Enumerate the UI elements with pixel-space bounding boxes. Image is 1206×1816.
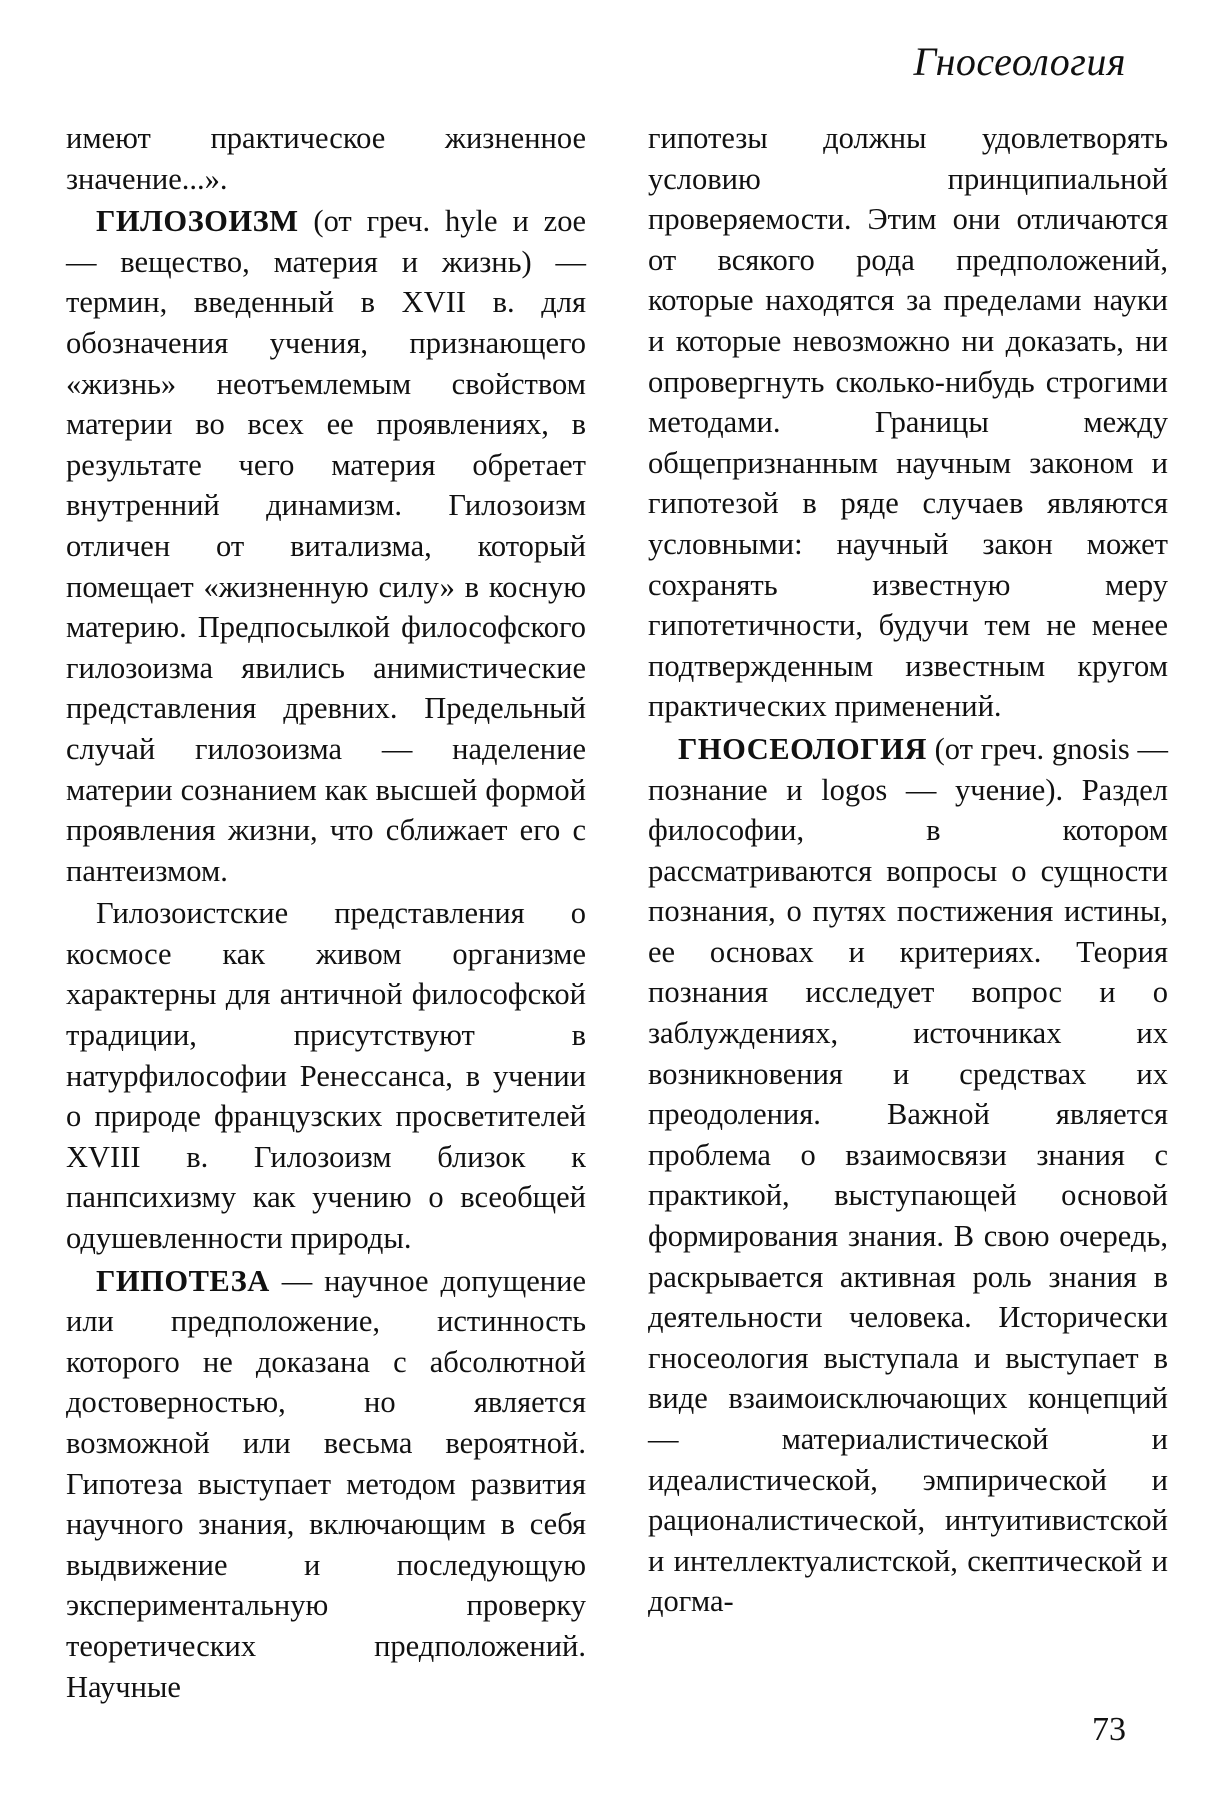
page-number: 73 bbox=[1092, 1711, 1126, 1748]
paragraph-text: гипотезы должны удовлетворять условию принципиальной проверяемости. Этим они отличаются от всякого рода предположений, которые находятся за пределами науки и которые невозможно ни доказать, ни опровергнуть сколько-нибудь строгими методами. Границы между общепризнанным научным законом и гипотезой в ряде случаев являются условными: научный закон может сохранять известную меру гипотетичности, будучи тем не менее подтвержденным известным кругом практических применений. bbox=[648, 121, 1168, 724]
entry-hylozoism bbox=[66, 201, 586, 891]
left-column bbox=[66, 118, 586, 1707]
paragraph bbox=[66, 893, 586, 1258]
paragraph-text: Гилозоистские представления о космосе как живом организме характерны для античной философской традиции, присутствуют в натурфилософии Ренессанса, в учении о природе французских просветителей XVIII в. Гилозоизм близок к панпсихизму как учению о всеобщей одушевленности природы. bbox=[66, 896, 586, 1256]
entry-term: ГНОСЕОЛОГИЯ bbox=[678, 731, 927, 766]
paragraph-continuation bbox=[66, 118, 586, 199]
paragraph-text: имеют практическое жизненное значение...». bbox=[66, 121, 586, 196]
entry-term: ГИПОТЕЗА bbox=[96, 1263, 270, 1298]
entry-definition: (от греч. hyle и zoe — вещество, материя и жизнь) — термин, введенный в XVII в. для обозначения учения, признающего «жизнь» неотъемлемым свойством материи во всех ее проявлениях, в результате чего материя обретает внутренний динамизм. Гилозоизм отличен от витализма, который помещает «жизненную силу» в косную материю. Предпосылкой философского гилозоизма явились анимистические представления древних. Предельный случай гилозоизма — наделение материи сознанием как высшей формой проявления жизни, что сближает его с пантеизмом. bbox=[66, 204, 586, 888]
running-head: Гносеология bbox=[913, 39, 1126, 84]
entry-definition: (от греч. gnosis — познание и logos — учение). Раздел философии, в котором рассматриваются вопросы о сущности познания, о путях постижения истины, ее основах и критериях. Теория познания исследует вопрос и о заблуждениях, источниках их возникновения и средствах их преодоления. Важной является проблема о взаимосвязи знания с практикой, выступающей основой формирования знания. В свою очередь, раскрывается активная роль знания в деятельности человека. Исторически гносеология выступала и выступает в виде взаимоисключающих концепций — материалистической и идеалистической, эмпирической и рационалистической, интуитивистской и интеллектуалистской, скептической и догма- bbox=[648, 731, 1168, 1619]
right-column bbox=[648, 118, 1168, 1622]
entry-term: ГИЛОЗОИЗМ bbox=[96, 204, 299, 239]
entry-definition: — научное допущение или предположение, истинность которого не доказана с абсолютной достоверностью, но является возможной или весьма вероятной. Гипотеза выступает методом развития научного знания, включающим в себя выдвижение и последующую экспериментальную проверку теоретических предположений. Научные bbox=[66, 1263, 586, 1704]
entry-hypothesis bbox=[66, 1261, 586, 1708]
entry-gnoseology bbox=[648, 729, 1168, 1622]
paragraph-continuation bbox=[648, 118, 1168, 727]
